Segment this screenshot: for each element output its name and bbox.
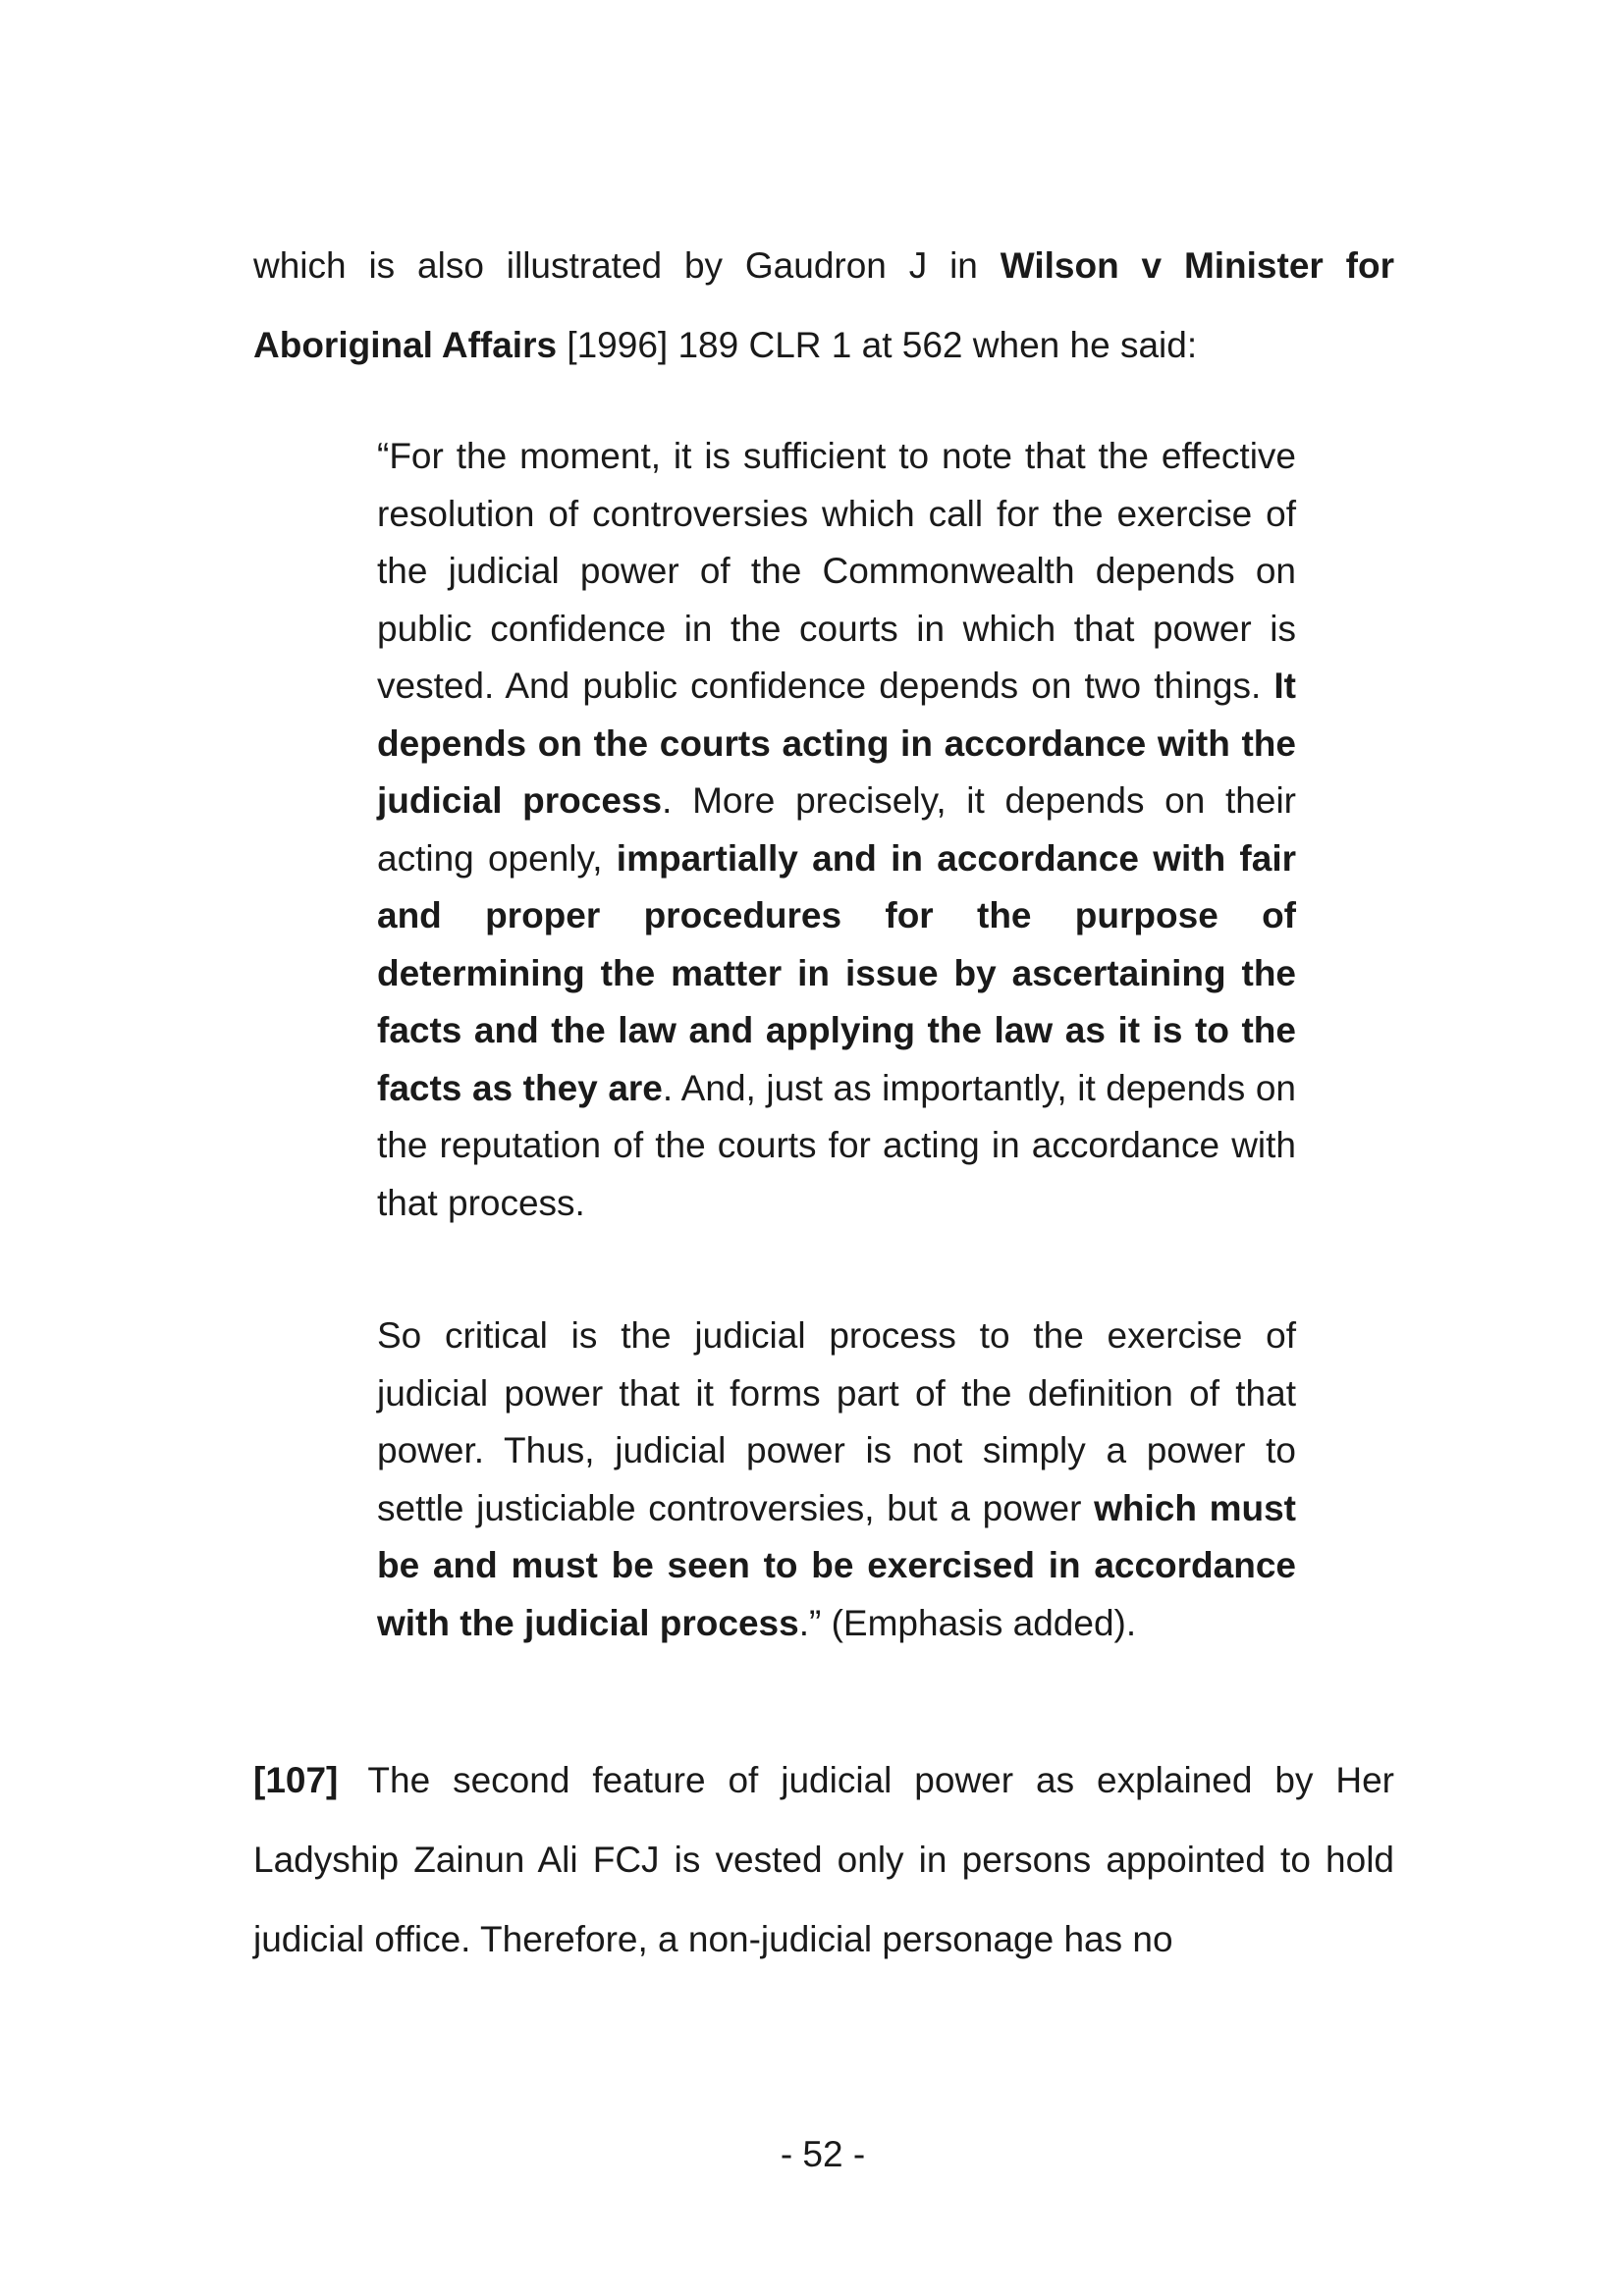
block-quote-1 [377,428,1296,1232]
quote-2-text-2: .” (Emphasis added). [798,1602,1137,1643]
quote-2-text-1: So critical is the judicial process to the exercise of judicial power that it forms part of the definition of that power. Thus, judicial power is not simply a power to settle justiciable controversies, but a power [377,1315,1296,1528]
case-name: Wilson v Minister for Aboriginal Affairs [253,245,1394,365]
quote-2-emphasis-1: which must be and must be seen to be exercised in accordance with the judicial process [377,1487,1296,1643]
quote-1-emphasis-2: impartially and in accordance with fair and proper procedures for the purpose of determining the matter in issue by ascertaining the facts and the law and applying the law as it is to the facts as they are [377,837,1296,1108]
intro-paragraph [253,226,1394,385]
quote-1-emphasis-1: It depends on the courts acting in accordance with the judicial process [377,666,1296,821]
paragraph-107-text: The second feature of judicial power as explained by Her Ladyship Zainun Ali FCJ is vested only in persons appointed to hold judicial office. Therefore, a non-judicial personage has no [253,1760,1394,1959]
quote-1-text-2: . More precisely, it depends on their acting openly, [377,780,1296,879]
block-quote-2 [377,1308,1296,1652]
paragraph-107 [253,1740,1394,1979]
page-number: - 52 - [780,2134,866,2174]
quote-1-text-3: . And, just as importantly, it depends on the reputation of the courts for acting in accordance with that process. [377,1067,1296,1223]
paragraph-number: [107] [253,1760,339,1800]
quote-1-text-1: “For the moment, it is sufficient to note that the effective resolution of controversies which call for the exercise of the judicial power of the Commonwealth depends on public confidence in the courts in which that power is vested. And public confidence depends on two things. [377,436,1296,706]
intro-text: which is also illustrated by Gaudron J in [253,245,1001,286]
case-citation: [1996] 189 CLR 1 at 562 when he said: [557,325,1198,365]
